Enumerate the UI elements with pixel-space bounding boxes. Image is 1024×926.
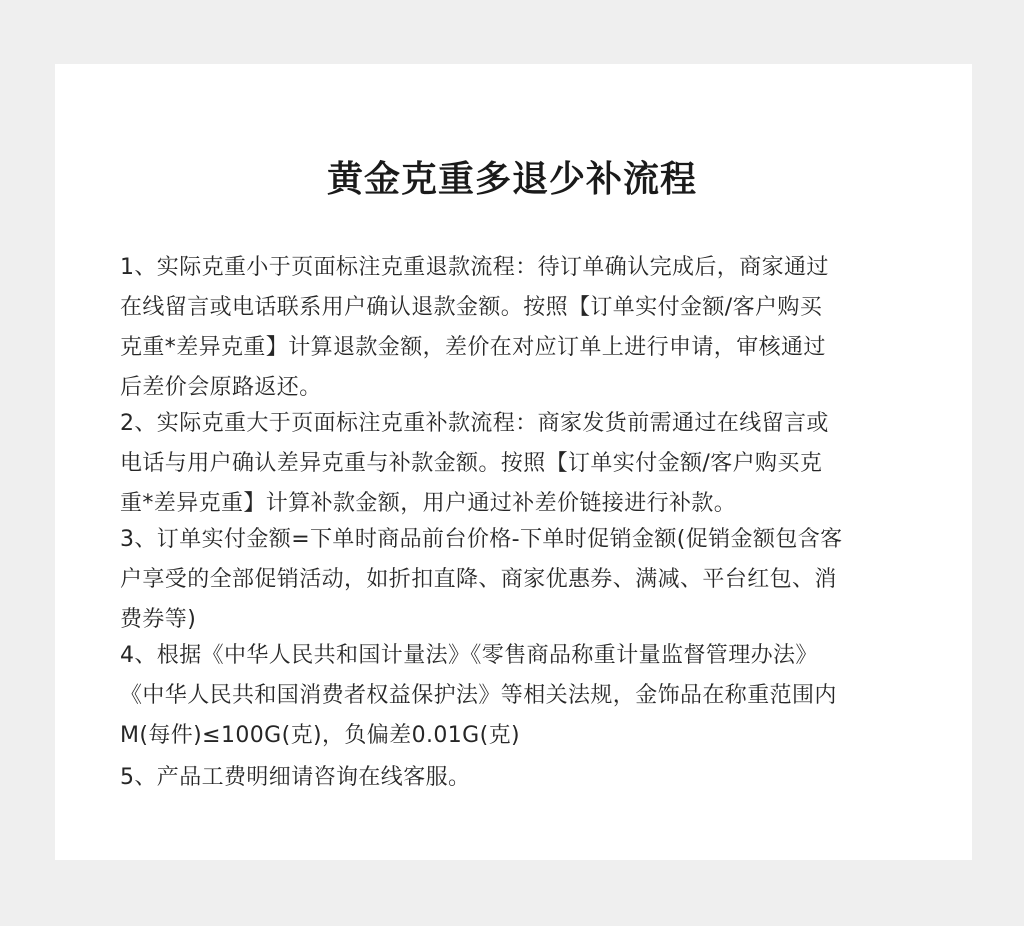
clause-line: 在线留言或电话联系用户确认退款金额。按照【订单实付金额/客户购买 xyxy=(120,295,823,320)
clause-refund-process xyxy=(120,248,920,408)
clause-legal-basis xyxy=(120,636,920,756)
clause-line: 后差价会原路返还。 xyxy=(120,375,322,400)
clause-line: 《中华人民共和国消费者权益保护法》等相关法规，金饰品在称重范围内 xyxy=(120,683,837,708)
clause-customer-service xyxy=(120,758,920,798)
clause-supplement-process xyxy=(120,404,920,524)
clause-line: 户享受的全部促销活动，如折扣直降、商家优惠券、满减、平台红包、消 xyxy=(120,567,837,592)
clause-line: 5、产品工费明细请咨询在线客服。 xyxy=(120,765,471,790)
clause-line: 1、实际克重小于页面标注克重退款流程：待订单确认完成后，商家通过 xyxy=(120,255,829,280)
clause-order-amount-definition xyxy=(120,520,920,640)
clause-line: 费券等) xyxy=(120,607,197,632)
clause-line: 克重*差异克重】计算退款金额，差价在对应订单上进行申请，审核通过 xyxy=(120,335,826,360)
document-title: 黄金克重多退少补流程 xyxy=(326,159,697,200)
clause-line: 电话与用户确认差异克重与补款金额。按照【订单实付金额/客户购买克 xyxy=(120,451,823,476)
clause-line: 4、根据《中华人民共和国计量法》《零售商品称重计量监督管理办法》 xyxy=(120,643,818,668)
clause-line: 3、订单实付金额=下单时商品前台价格-下单时促销金额(促销金额包含客 xyxy=(120,527,843,552)
clause-line: M(每件)≤100G(克)，负偏差0.01G(克) xyxy=(120,723,520,748)
clause-line: 重*差异克重】计算补款金额，用户通过补差价链接进行补款。 xyxy=(120,491,737,516)
clause-line: 2、实际克重大于页面标注克重补款流程：商家发货前需通过在线留言或 xyxy=(120,411,829,436)
